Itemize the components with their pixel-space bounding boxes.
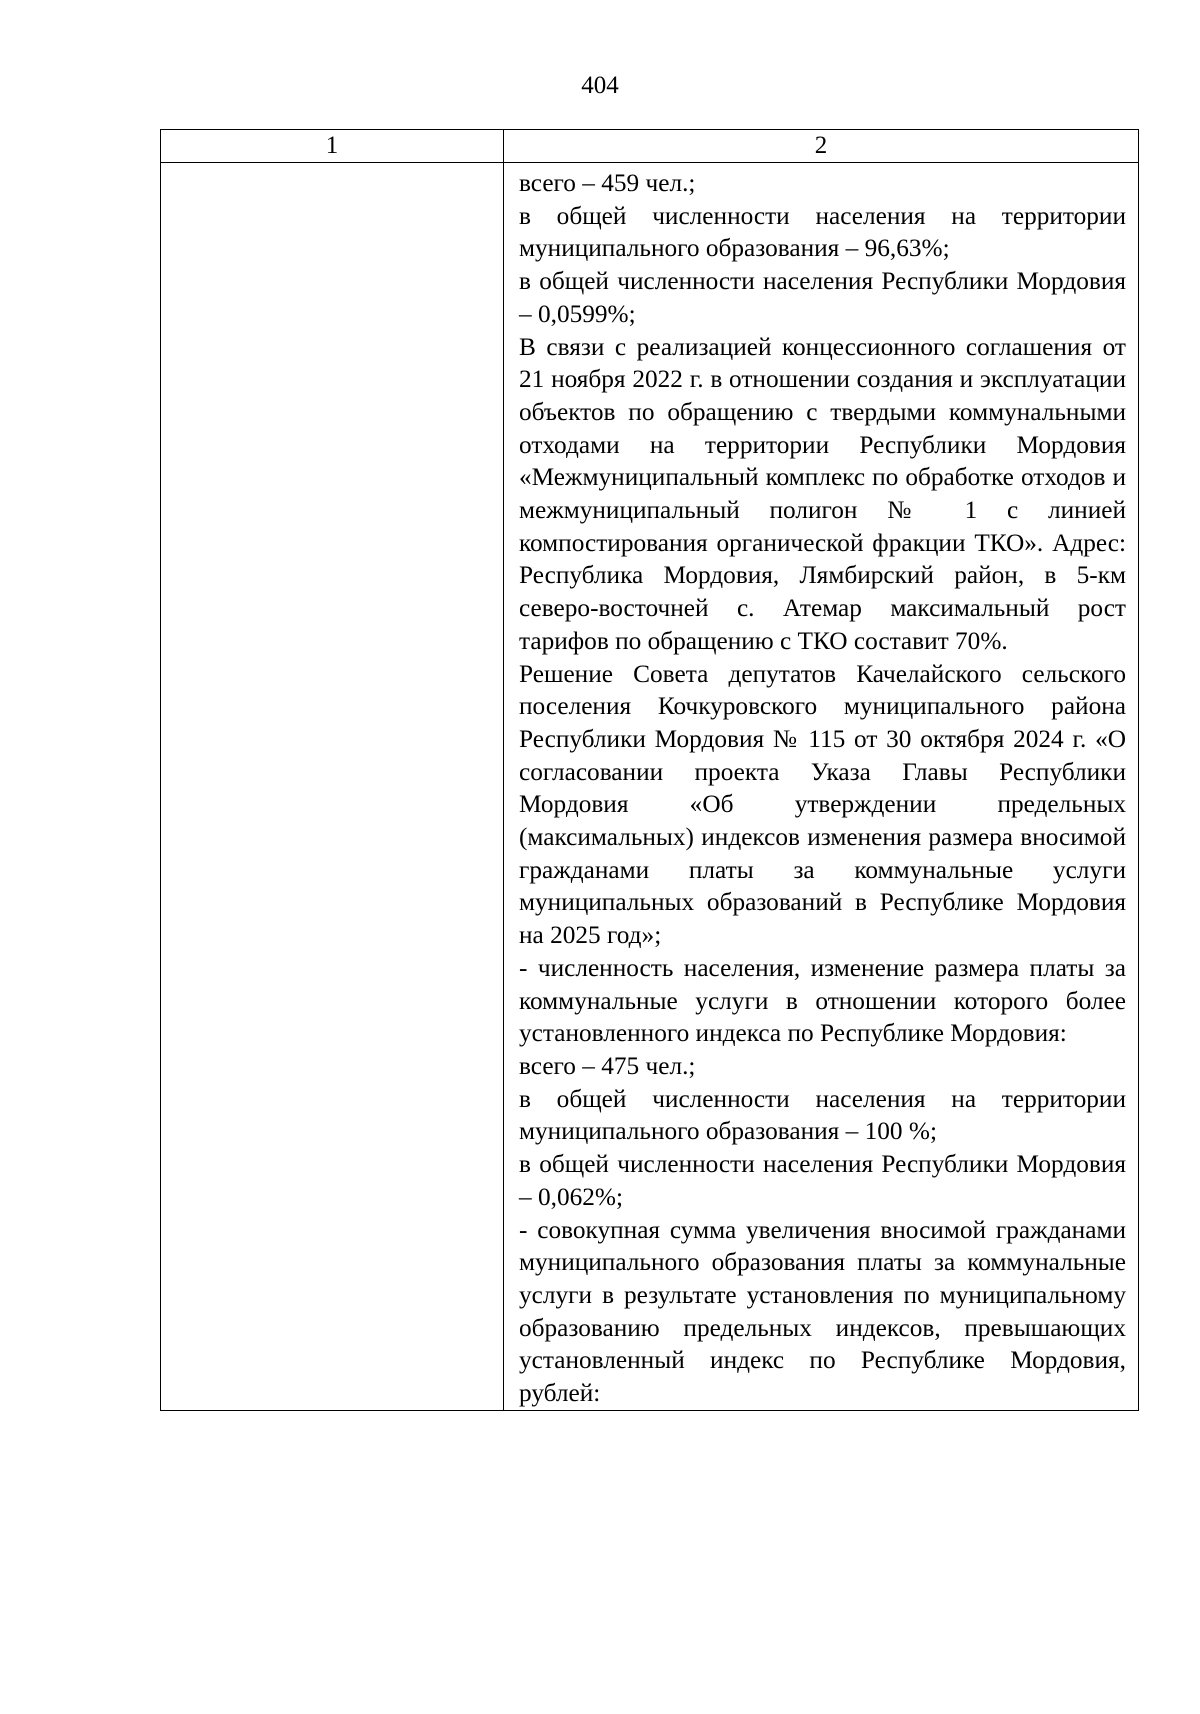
paragraph-population-change: - численность населения, изменение размера платы за коммунальные услуги в отношении которого более установленного индекса по Республике Мордовия: — [519, 953, 1126, 1048]
paragraph-council-decision: Решение Совета депутатов Качелайского сельского поселения Кочкуровского муниципального района Республики Мордовия № 115 от 30 октября 2024 г. «О согласовании проекта Указа Главы Республики Мордовия «Об утверждении предельных (максимальных) индексов изменения размера вносимой гражданами платы за коммунальные услуги муниципальных образований в Республике Мордовия на 2025 год»; — [519, 659, 1126, 950]
paragraph-concession-agreement: В связи с реализацией концессионного соглашения от 21 ноября 2022 г. в отношении создания и эксплуатации объектов по обращению с твердыми коммунальными отходами на территории Республики Мордовия «Межмуниципальный комплекс по обработке отходов и межмуниципальный полигон № 1 с линией компостирования органической фракции ТКО». Адрес: Республика Мордовия, Лямбирский район, в 5-км северо-восточней с. Атемар максимальный рост тарифов по обращению с ТКО составит 70%. — [519, 332, 1126, 655]
paragraph-share-municipality-1: в общей численности населения на территории муниципального образования – 96,63%; — [519, 201, 1126, 263]
paragraph-total-459: всего – 459 чел.; — [519, 169, 696, 197]
column-header-1: 1 — [161, 130, 504, 163]
paragraph-share-republic-2: в общей численности населения Республики Мордовия – 0,062%; — [519, 1150, 1126, 1211]
paragraph-total-increase-sum: - совокупная сумма увеличения вносимой гражданами муниципального образования платы за коммунальные услуги в результате установления по муниципальному образованию предельных индексов, превышающих установленный индекс по Республике Мордовия, рублей: — [519, 1215, 1126, 1408]
table-row — [161, 163, 1139, 1411]
paragraph-total-475: всего – 475 чел.; — [519, 1051, 696, 1080]
table-header-row — [161, 130, 1139, 163]
paragraph-share-municipality-2: в общей численности населения на территории муниципального образования – 100 %; — [519, 1084, 1126, 1146]
page-number: 404 — [581, 72, 619, 99]
right-cell — [504, 163, 1139, 1411]
document-table — [160, 129, 1139, 1411]
left-cell — [161, 163, 504, 1411]
paragraph-share-republic-1: в общей численности населения Республики Мордовия – 0,0599%; — [519, 267, 1126, 328]
column-header-2: 2 — [504, 130, 1139, 163]
cell-text — [504, 163, 1138, 1410]
